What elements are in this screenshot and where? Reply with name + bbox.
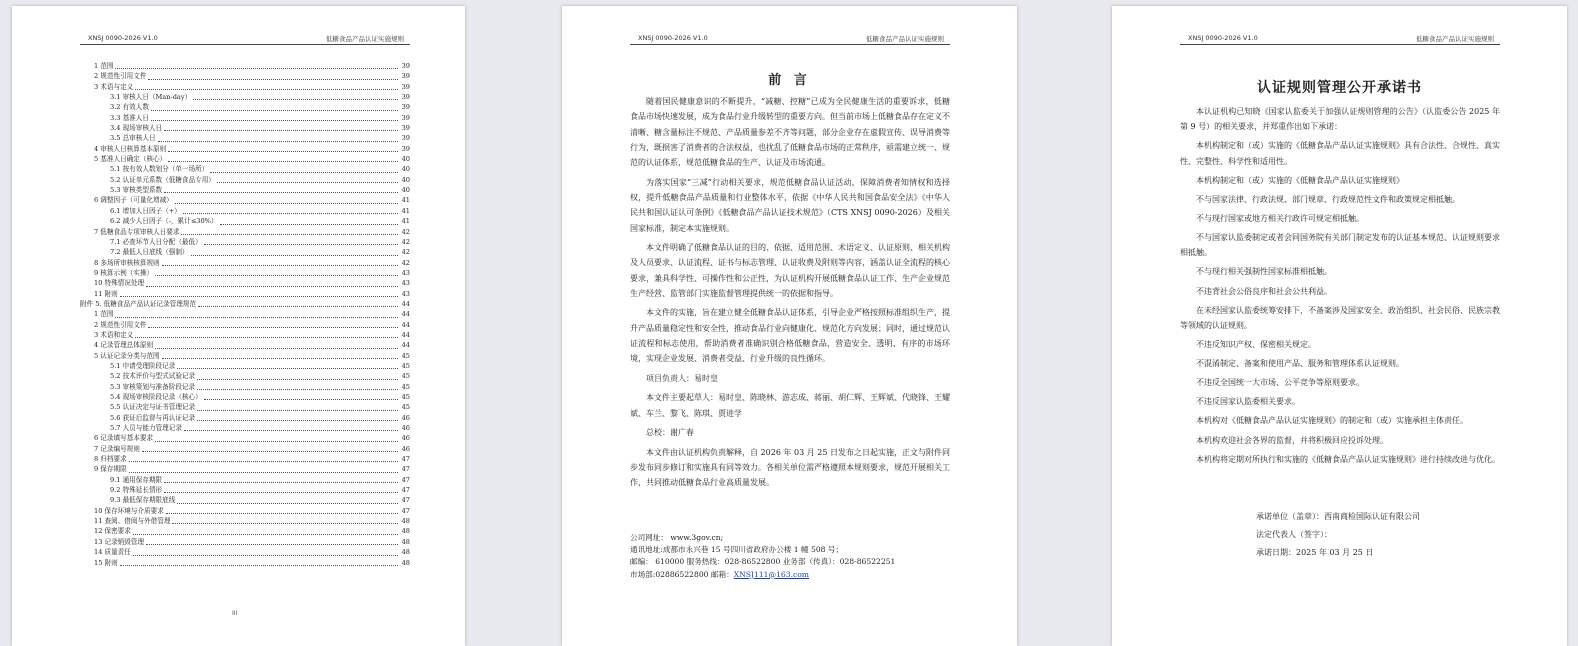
table-of-contents — [80, 61, 410, 568]
toc-entry[interactable] — [80, 154, 410, 164]
toc-entry-page: 48 — [401, 537, 410, 546]
toc-entry-page: 46 — [401, 424, 410, 433]
contact-market: 市场部:02886522800 邮箱： — [630, 569, 734, 579]
commitment-paragraph: 本机构对《低糖食品产品认证实施规则》的制定和（或）实施承担主体责任。 — [1196, 416, 1468, 426]
toc-entry[interactable] — [80, 392, 410, 402]
toc-entry-title: 12 保密要求 — [94, 527, 131, 536]
commitment-paragraph: 本机构欢迎社会各界的监督，并将积极回应投诉处理。 — [1196, 435, 1388, 445]
commitment-paragraph: 在未经国家认监委统筹安排下，不备案涉及国家安全、政治组织、社会民俗、民族宗教等领域的认证规则。 — [1180, 305, 1500, 330]
toc-entry[interactable] — [80, 516, 410, 526]
toc-entry-title: 7 低糖食品专项审核人日要求 — [94, 227, 180, 236]
toc-entry-title: 5.1 按有效人数划分（单一场所） — [110, 165, 209, 174]
toc-leader-dots — [168, 161, 398, 162]
toc-leader-dots — [197, 410, 398, 411]
toc-entry-title: 3 术语与定义 — [94, 82, 134, 91]
header-doc-code: XNSJ 0090-2026 V1.0 — [1188, 34, 1258, 42]
toc-entry[interactable] — [80, 206, 410, 216]
toc-entry-page: 41 — [401, 206, 410, 215]
toc-entry[interactable] — [80, 247, 410, 257]
toc-entry[interactable] — [80, 402, 410, 412]
toc-leader-dots — [191, 255, 398, 256]
toc-entry-page: 44 — [401, 341, 410, 350]
toc-entry-title: 1 范围 — [94, 310, 114, 319]
toc-leader-dots — [184, 430, 398, 431]
header-doc-title: 低糖食品产品认证实施规则 — [866, 35, 944, 43]
preface-paragraph: 为落实国家“三减”行动相关要求，规范低糖食品认证活动，保障消费者知情权和选择权，提升低糖食品产品质量和行业整体水平，依据《中华人民共和国食品安全法》《中华人民共和国认证认可条例》《低糖食品产品认证技术规范》（CTS XNSJ 0090-2026）及相关国家标准，制定本实施规则。 — [630, 177, 950, 233]
toc-leader-dots — [210, 172, 398, 173]
toc-leader-dots — [164, 192, 398, 193]
toc-entry-page: 45 — [401, 393, 410, 401]
toc-entry[interactable] — [80, 278, 410, 288]
toc-entry-page: 45 — [401, 361, 410, 370]
toc-entry-title: 5.4 现场审核阶段记录（核心） — [110, 393, 202, 401]
toc-entry[interactable] — [80, 102, 410, 112]
toc-entry-page: 39 — [401, 62, 410, 70]
toc-entry-page: 46 — [401, 413, 410, 422]
toc-leader-dots — [115, 317, 398, 318]
toc-leader-dots — [129, 461, 398, 462]
toc-entry-page: 42 — [401, 237, 410, 246]
toc-entry[interactable] — [80, 320, 410, 330]
preface-paragraph: 本文件由认证机构负责解释，自 2026 年 03 月 25 日发布之日起实施，正文与附件同步发布同步修订和实施具有同等效力。各相关单位需严格遵照本规则要求，规范开展相关工作，共同推动低糖食品行业高质量发展。 — [630, 447, 950, 488]
toc-leader-dots — [197, 389, 398, 390]
toc-entry-title: 11 附则 — [94, 289, 118, 298]
toc-entry[interactable] — [80, 454, 410, 464]
preface-paragraph: 项目负责人：易时皇 — [646, 373, 718, 383]
toc-entry-page: 42 — [401, 258, 410, 267]
header-doc-title: 低糖食品产品认证实施规则 — [1416, 35, 1494, 43]
toc-leader-dots — [120, 296, 398, 297]
toc-entry-page: 40 — [401, 155, 410, 164]
toc-entry-title: 3.3 基准人日 — [110, 113, 149, 122]
toc-leader-dots — [135, 89, 398, 90]
preface-title: 前 言 — [768, 73, 811, 88]
toc-leader-dots — [151, 120, 398, 121]
toc-entry-title: 15 附则 — [94, 558, 118, 567]
toc-entry[interactable] — [80, 237, 410, 247]
toc-entry[interactable] — [80, 351, 410, 361]
toc-leader-dots — [155, 275, 398, 276]
toc-entry-page: 39 — [401, 93, 410, 102]
toc-leader-dots — [155, 441, 398, 442]
commitment-paragraph: 不与现行相关强制性国家标准相抵触。 — [1196, 267, 1332, 277]
toc-entry-title: 5.1 申请受理阶段记录 — [110, 361, 176, 370]
commitment-paragraph: 不与现行国家或地方相关行政许可规定相抵触。 — [1196, 213, 1364, 223]
toc-entry-page: 43 — [401, 289, 410, 298]
toc-entry-page: 48 — [401, 527, 410, 536]
page-header — [630, 34, 950, 45]
toc-entry-page: 47 — [401, 455, 410, 464]
toc-entry-page: 41 — [401, 217, 410, 226]
toc-entry-title: 3.1 审核人日（Man-day） — [110, 93, 192, 102]
toc-entry-title: 1 范围 — [94, 62, 114, 70]
toc-entry[interactable] — [80, 133, 410, 143]
toc-entry[interactable] — [80, 526, 410, 536]
contact-address: 通讯地址:成都市永兴巷 15 号四川省政府办公楼 1 幢 508 号； — [630, 545, 844, 555]
toc-entry[interactable] — [80, 299, 410, 309]
toc-entry[interactable] — [80, 433, 410, 443]
toc-leader-dots — [120, 565, 398, 566]
toc-leader-dots — [197, 420, 398, 421]
toc-entry-title: 6.1 增加人日因子（+） — [110, 206, 181, 215]
toc-leader-dots — [193, 99, 398, 100]
toc-entry-page: 45 — [401, 372, 410, 381]
page-header — [1180, 34, 1500, 45]
header-doc-code: XNSJ 0090-2026 V1.0 — [638, 34, 708, 42]
toc-entry-title: 9.3 最低保存期限底线 — [110, 496, 176, 505]
toc-entry-title: 9.2 特殊延长情形 — [110, 486, 163, 495]
contact-website: 公司网址： www.3gov.cn; — [630, 533, 724, 542]
toc-entry-page: 39 — [401, 124, 410, 133]
toc-leader-dots — [197, 379, 398, 380]
toc-leader-dots — [172, 523, 398, 524]
commitment-paragraph: 不违反国家认监委相关要求。 — [1196, 397, 1300, 407]
toc-entry[interactable] — [80, 268, 410, 278]
toc-entry-page: 48 — [401, 548, 410, 557]
page-number: III — [232, 610, 238, 617]
toc-leader-dots — [204, 399, 398, 400]
toc-entry[interactable] — [80, 371, 410, 381]
toc-entry[interactable] — [80, 289, 410, 299]
toc-entry[interactable] — [80, 485, 410, 495]
toc-entry-page: 43 — [401, 279, 410, 288]
toc-entry-page: 45 — [401, 351, 410, 360]
commitment-paragraph: 本机构将定期对所执行和实施的《低糖食品产品认证实施规则》进行持续改进与优化。 — [1196, 454, 1500, 464]
toc-entry-title: 4 记录管理总体原则 — [94, 341, 154, 350]
toc-leader-dots — [133, 534, 398, 535]
toc-entry[interactable] — [80, 227, 410, 237]
toc-leader-dots — [166, 513, 398, 514]
toc-entry-title: 9 核算示例（实操） — [94, 268, 154, 277]
toc-entry-page: 39 — [401, 144, 410, 153]
toc-leader-dots — [155, 348, 398, 349]
toc-entry-title: 6 调整因子（可量化增减） — [94, 196, 173, 205]
commitment-paragraph: 不违背社会公俗良序和社会公共利益。 — [1196, 286, 1332, 296]
toc-entry-title: 13 记录销毁管理 — [94, 537, 145, 546]
toc-entry[interactable] — [80, 216, 410, 226]
toc-entry-title: 5.7 人员与能力管理记录 — [110, 424, 182, 433]
toc-entry[interactable] — [80, 340, 410, 350]
toc-entry-title: 9.1 通用保存期限 — [110, 475, 163, 484]
sign-unit: 承诺单位（盖章）：西南商检国际认证有限公司 — [1256, 512, 1420, 521]
legal-representative: 法定代表人（签字）： — [1256, 530, 1332, 539]
commitment-paragraph: 不违反知识产权、保密相关规定。 — [1196, 340, 1316, 350]
toc-entry-page: 45 — [401, 382, 410, 391]
toc-entry[interactable] — [80, 82, 410, 92]
header-doc-code: XNSJ 0090-2026 V1.0 — [88, 34, 158, 42]
toc-entry[interactable] — [80, 361, 410, 371]
commitment-date: 承诺日期：2025 年 03 月 25 日 — [1256, 548, 1374, 557]
preface-paragraph: 随着国民健康意识的不断提升，“减糖、控糖”已成为全民健康生活的重要诉求，低糖食品市场快速发展，成为食品行业升级转型的重要方向。但当前市场上低糖食品存在定义不清晰、糖含量标注不规范、产品质量参差不齐等问题，部分企业存在虚假宣传、误导消费等行为，既损害了消费者的合法权益，也扰乱了低糖食品市场的正常秩序，亟需建立统一、规范的认证体系，规范低糖食品的生产、认证及市场流通。 — [630, 97, 950, 168]
toc-leader-dots — [217, 182, 398, 183]
toc-leader-dots — [146, 544, 398, 545]
toc-entry-page: 48 — [401, 517, 410, 526]
toc-entry[interactable] — [80, 547, 410, 557]
toc-entry-page: 41 — [401, 196, 410, 205]
toc-entry-title: 3.5 总审核人日 — [110, 134, 156, 143]
toc-entry[interactable] — [80, 464, 410, 474]
toc-leader-dots — [148, 327, 398, 328]
toc-entry-title: 9 保存期限 — [94, 465, 127, 474]
toc-entry-title: 8 归档要求 — [94, 455, 127, 464]
toc-entry-title: 7.2 最低人日底线（强制） — [110, 248, 189, 257]
contact-info — [630, 532, 960, 581]
toc-entry-title: 5.3 审核策划与准备阶段记录 — [110, 382, 196, 391]
toc-entry-title: 5.3 审核类型系数 — [110, 186, 163, 195]
preface-paragraph: 本文件的实施，旨在建立健全低糖食品认证体系，引导企业严格按照标准组织生产，提升产品质量稳定性和安全性，推动食品行业向健康化、规范化方向发展；同时，通过规范认证流程和标志使用，帮助消费者准确识别合格低糖食品，营造安全、透明、有序的市场环境，实现企业发展、消费者受益、行业升级的良性循环。 — [630, 308, 950, 364]
toc-entry-page: 39 — [401, 72, 410, 81]
toc-entry-page: 44 — [401, 320, 410, 329]
toc-entry-page: 39 — [401, 134, 410, 143]
commitment-title: 认证规则管理公开承诺书 — [1257, 80, 1422, 96]
toc-entry-page: 39 — [401, 103, 410, 112]
preface-paragraph: 本文件主要起草人：易时皇、陈晓林、游志成、蒋丽、胡仁辉、王辉斌、代晓锋、王耀斌、车兰、黎飞、陈琪、贾进学 — [630, 393, 950, 418]
toc-entry-title: 2 规范性引用文件 — [94, 72, 147, 81]
toc-entry[interactable] — [80, 123, 410, 133]
toc-leader-dots — [135, 337, 398, 338]
toc-leader-dots — [115, 68, 398, 69]
toc-entry[interactable] — [80, 382, 410, 392]
toc-entry[interactable] — [80, 537, 410, 547]
toc-leader-dots — [142, 451, 398, 452]
toc-entry-title: 5.2 认证单元系数（低糖食品专用） — [110, 175, 215, 184]
document-page-preface — [562, 6, 1017, 646]
toc-entry-title: 14 质量责任 — [94, 548, 131, 557]
toc-entry[interactable] — [80, 558, 410, 568]
page-header — [80, 34, 410, 45]
toc-entry-title: 7 记录编号规则 — [94, 444, 140, 453]
toc-entry-title: 3.2 有效人数 — [110, 103, 149, 112]
toc-leader-dots — [164, 130, 398, 131]
toc-entry-title: 10 特殊情况处理 — [94, 279, 145, 288]
toc-entry-page: 43 — [401, 268, 410, 277]
toc-leader-dots — [204, 244, 398, 245]
document-page-commitment — [1112, 6, 1567, 646]
commitment-paragraph: 本机构制定和（或）实施的《低糖食品产品认证实施规则》具有合法性、合规性、真实性、完整性、科学性和适用性。 — [1180, 141, 1500, 166]
toc-leader-dots — [146, 286, 398, 287]
toc-entry-page: 44 — [401, 330, 410, 339]
toc-entry-page: 44 — [401, 310, 410, 319]
toc-entry-page: 39 — [401, 82, 410, 91]
toc-entry-title: 11 查阅、借阅与外借管理 — [94, 517, 171, 526]
toc-entry-page: 47 — [401, 496, 410, 505]
toc-entry[interactable] — [80, 175, 410, 185]
toc-entry[interactable] — [80, 61, 410, 71]
toc-entry-page: 40 — [401, 175, 410, 184]
toc-entry[interactable] — [80, 258, 410, 268]
toc-entry-title: 8 多场所审核核算规则 — [94, 258, 160, 267]
toc-entry-title: 4 审核人日核算基本原则 — [94, 144, 167, 153]
toc-entry[interactable] — [80, 71, 410, 81]
commitment-paragraph: 本机构制定和（或）实施的《低糖食品产品认证实施规则》 — [1196, 175, 1404, 185]
toc-entry-title: 10 保存环境与介质要求 — [94, 506, 164, 515]
toc-entry[interactable] — [80, 185, 410, 195]
toc-entry-page: 46 — [401, 444, 410, 453]
toc-leader-dots — [168, 151, 398, 152]
toc-entry[interactable] — [80, 495, 410, 505]
toc-entry-title: 5.6 获证后监督与再认证记录 — [110, 413, 196, 422]
toc-entry-page: 40 — [401, 165, 410, 174]
toc-entry-title: 3 术语和定义 — [94, 330, 134, 339]
signature-block — [1256, 508, 1420, 562]
toc-entry-page: 39 — [401, 113, 410, 122]
toc-leader-dots — [177, 503, 398, 504]
toc-entry[interactable] — [80, 423, 410, 433]
commitment-paragraph: 不与国家认监委制定或者会同国务院有关部门制定发布的认证基本规范、认证规则要求相抵触。 — [1180, 233, 1500, 258]
toc-leader-dots — [164, 482, 398, 483]
toc-leader-dots — [151, 110, 398, 111]
toc-entry-title: 3.4 现场审核人日 — [110, 124, 163, 133]
commitment-paragraph: 不与国家法律、行政法规、部门规章、行政规范性文件和政策规定相抵触。 — [1196, 194, 1460, 204]
preface-paragraph: 总校：谢广春 — [646, 428, 694, 438]
toc-entry[interactable] — [80, 506, 410, 516]
toc-entry-page: 47 — [401, 486, 410, 495]
toc-entry-title: 附件 5. 低糖食品产品认证记录管理规范 — [80, 299, 196, 308]
document-page-toc — [12, 6, 465, 646]
toc-leader-dots — [164, 492, 398, 493]
toc-entry-page: 48 — [401, 558, 410, 567]
toc-entry[interactable] — [80, 309, 410, 319]
toc-entry-page: 42 — [401, 227, 410, 236]
toc-entry-title: 5.5 认证决定与证书管理记录 — [110, 403, 196, 412]
commitment-paragraph: 不违反全国统一大市场、公平竞争等原则要求。 — [1196, 378, 1364, 388]
toc-entry-title: 6 记录填写基本要求 — [94, 434, 154, 443]
toc-leader-dots — [133, 555, 398, 556]
toc-leader-dots — [162, 265, 398, 266]
toc-entry-page: 47 — [401, 475, 410, 484]
toc-entry-title: 6.2 减少人日因子（-，累计≤30%） — [110, 217, 218, 226]
toc-leader-dots — [198, 306, 398, 307]
toc-entry[interactable] — [80, 330, 410, 340]
toc-entry-title: 5 基准人日确定（核心） — [94, 155, 167, 164]
toc-entry-page: 42 — [401, 248, 410, 257]
toc-leader-dots — [183, 213, 398, 214]
commitment-paragraph: 本认证机构已知晓《国家认监委关于加强认证规则管理的公告》（认监委公告 2025 年第 9 号）的相关要求，并郑重作出如下承诺： — [1180, 107, 1500, 132]
commitment-paragraph: 不混淆制定、备案和使用产品、服务和管理体系认证规则。 — [1196, 359, 1404, 369]
toc-entry-page: 44 — [401, 299, 410, 308]
toc-entry[interactable] — [80, 113, 410, 123]
toc-entry-title: 5.2 技术评价与型式试验记录 — [110, 372, 196, 381]
toc-leader-dots — [129, 472, 398, 473]
email-link[interactable]: XNSJ111@163.com — [733, 569, 810, 579]
toc-entry[interactable] — [80, 144, 410, 154]
toc-leader-dots — [177, 368, 398, 369]
toc-leader-dots — [148, 79, 398, 80]
contact-email-line — [630, 569, 960, 581]
header-doc-title: 低糖食品产品认证实施规则 — [326, 35, 404, 43]
toc-entry[interactable] — [80, 92, 410, 102]
preface-paragraph: 本文件明确了低糖食品认证的目的、依据、适用范围、术语定义、认证原则、相关机构及人员要求、认证流程、证书与标志管理、认证收费及附则等内容，涵盖认证全流程的核心要求，兼具科学性、可操作性和公正性，为认证机构开展低糖食品认证工作、生产企业规范生产经营、监管部门实施监督管理提供统一的依据和指导。 — [630, 243, 950, 298]
commitment-body — [1180, 104, 1500, 471]
toc-entry-page: 47 — [401, 465, 410, 474]
toc-entry-title: 7.1 必查环节人日分配（最低） — [110, 237, 202, 246]
preface-body — [630, 94, 950, 495]
toc-entry-page: 47 — [401, 506, 410, 515]
toc-leader-dots — [175, 203, 398, 204]
toc-entry[interactable] — [80, 195, 410, 205]
toc-entry-page: 46 — [401, 434, 410, 443]
toc-entry-page: 40 — [401, 186, 410, 195]
toc-leader-dots — [181, 234, 398, 235]
toc-leader-dots — [162, 358, 398, 359]
contact-phones: 邮编： 610000 服务热线：028-86522800 业务部（传真）：028-86522251 — [630, 557, 896, 567]
toc-entry[interactable] — [80, 444, 410, 454]
toc-entry[interactable] — [80, 413, 410, 423]
toc-entry[interactable] — [80, 164, 410, 174]
toc-leader-dots — [158, 141, 398, 142]
toc-entry-page: 45 — [401, 403, 410, 412]
toc-entry-title: 2 规范性引用文件 — [94, 320, 147, 329]
toc-leader-dots — [220, 224, 398, 225]
toc-entry[interactable] — [80, 475, 410, 485]
toc-entry-title: 5 认证记录分类与范围 — [94, 351, 160, 360]
